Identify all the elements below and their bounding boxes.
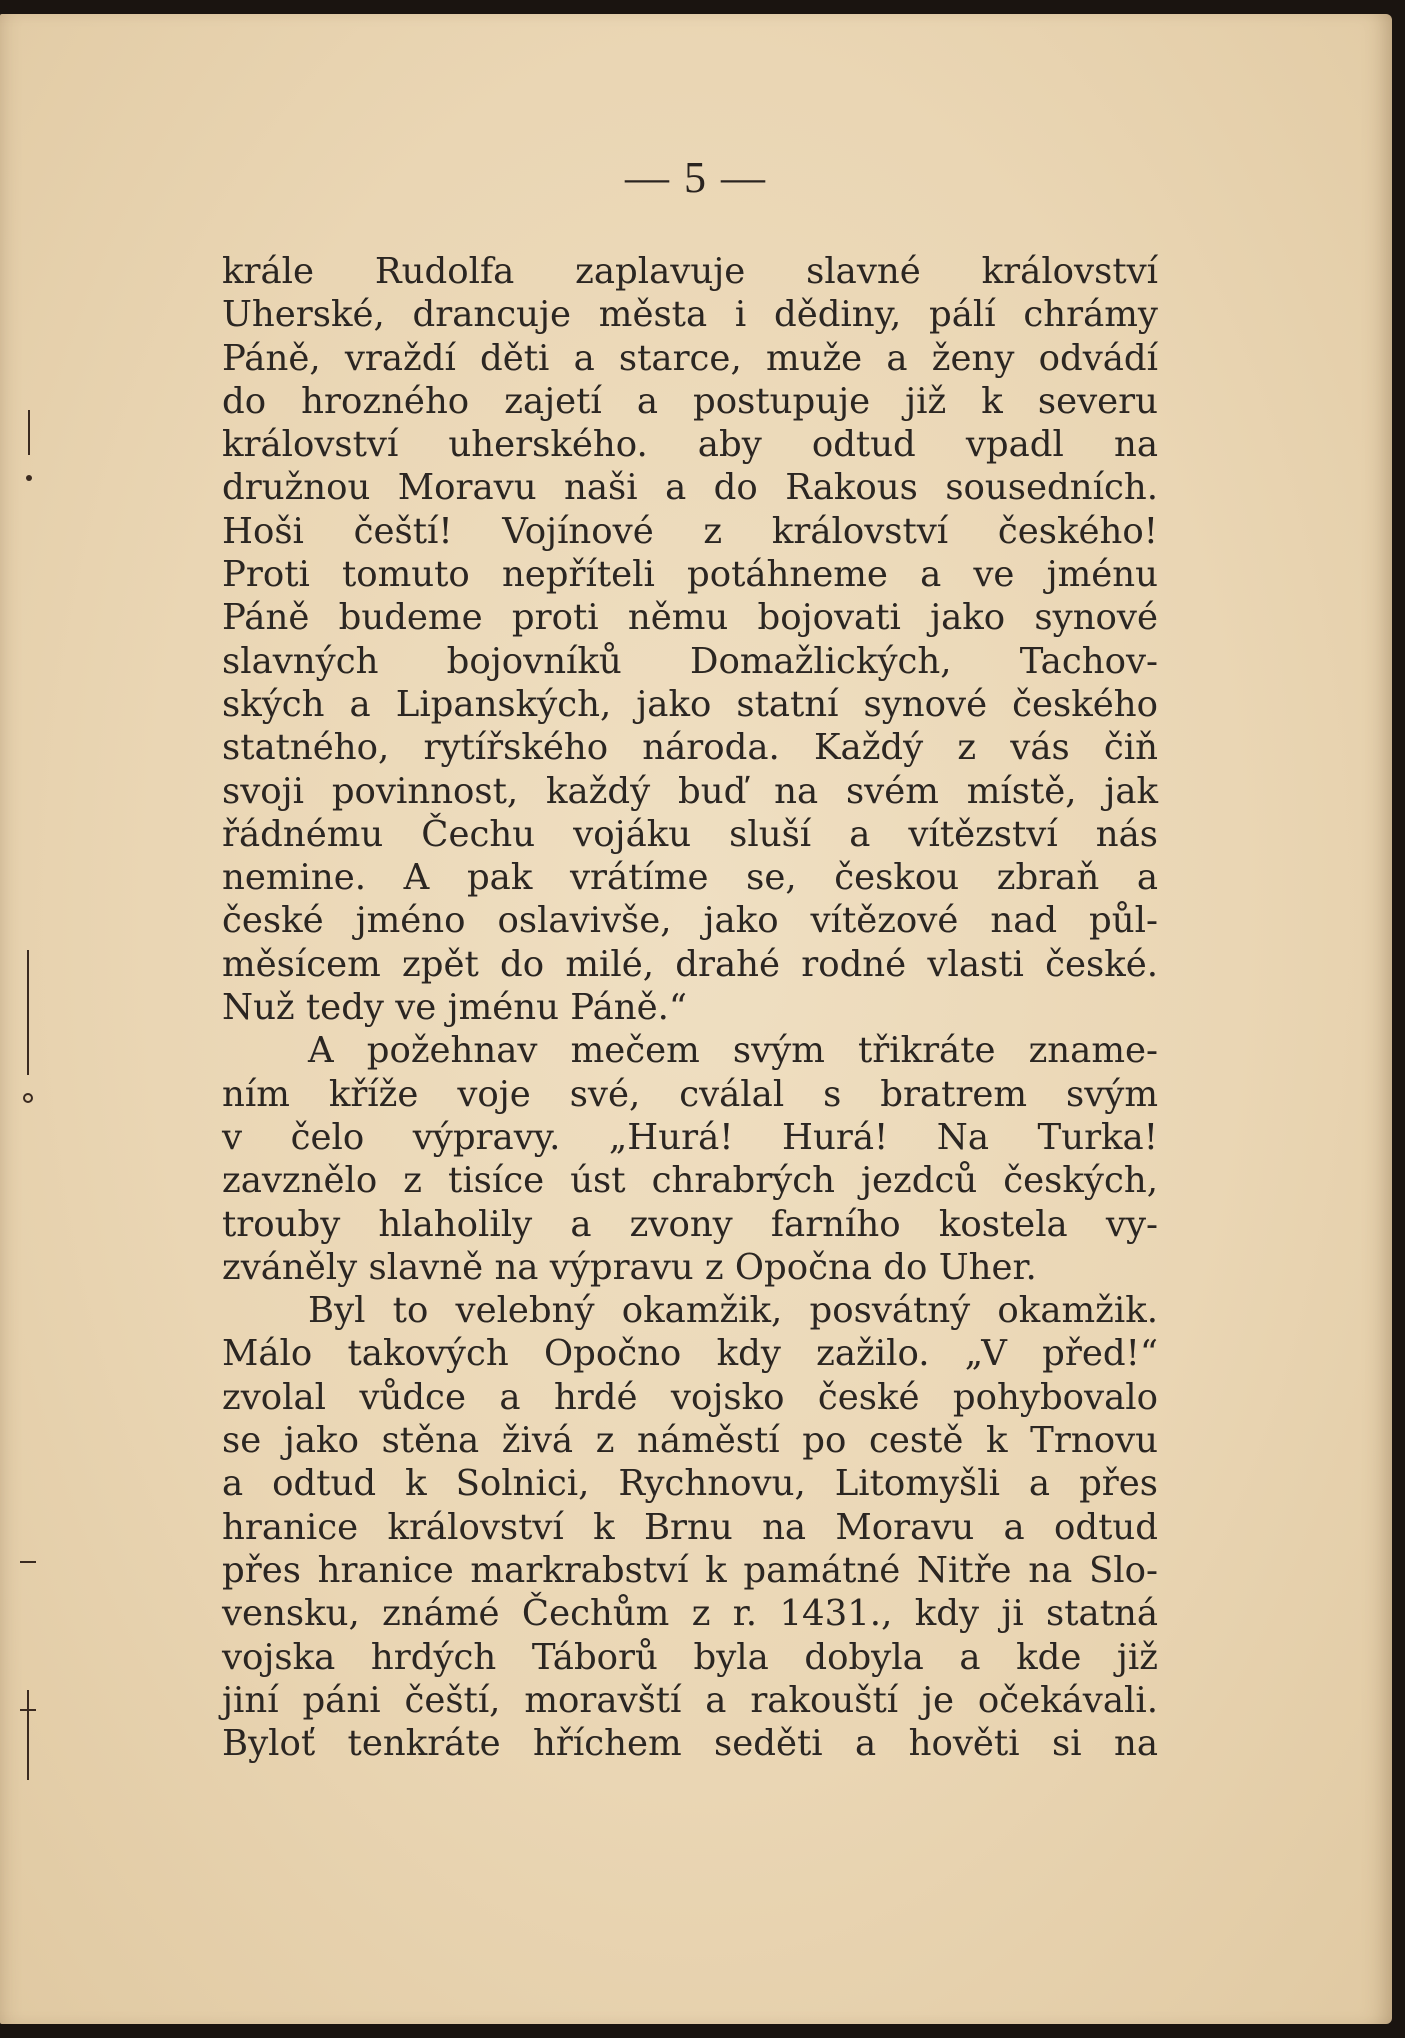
- text-line: zváněly slavně na výpravu z Opočna do Uher.: [222, 1246, 1037, 1288]
- text-line: Uherské, drancuje města i dědiny, pálí chrámy: [222, 294, 1158, 336]
- text-line: se jako stěna živá z náměstí po cestě k Trnovu: [222, 1420, 1158, 1462]
- text-line: Páně budeme proti němu bojovati jako synové: [222, 597, 1158, 639]
- text-line: Byl to velebný okamžik, posvátný okamžik.: [308, 1290, 1158, 1332]
- text-line: řádnému Čechu vojáku sluší a vítězství nás: [222, 813, 1158, 855]
- text-line: do hrozného zajetí a postupuje již k severu: [222, 380, 1158, 422]
- book-page: [0, 14, 1392, 2024]
- text-line: Páně, vraždí děti a starce, muže a ženy odvádí: [222, 337, 1158, 379]
- text-line: zvolal vůdce a hrdé vojsko české pohybovalo: [222, 1376, 1158, 1418]
- margin-dot: [26, 475, 32, 481]
- margin-dot: [24, 1094, 32, 1102]
- text-line: A požehnav mečem svým třikráte zname-: [308, 1030, 1158, 1072]
- text-line: jiní páni čeští, moravští a rakouští je očekávali.: [222, 1679, 1158, 1721]
- text-line: Hoši čeští! Vojínové z království českého!: [222, 510, 1158, 552]
- binding-margin-marks: [0, 0, 60, 2038]
- text-line: Málo takových Opočno kdy zažilo. „V před!“: [222, 1333, 1158, 1375]
- text-line: měsícem zpět do milé, drahé rodné vlasti české.: [222, 943, 1158, 985]
- text-line: družnou Moravu naši a do Rakous sousedních.: [222, 467, 1158, 509]
- text-line: nemine. A pak vrátíme se, českou zbraň a: [222, 857, 1158, 899]
- text-line: statného, rytířského národa. Každý z vás čiň: [222, 727, 1158, 769]
- text-line: svoji povinnost, každý buď na svém místě, jak: [222, 770, 1158, 812]
- text-line: království uherského. aby odtud vpadl na: [222, 424, 1158, 466]
- text-line: české jméno oslavivše, jako vítězové nad půl-: [222, 900, 1158, 942]
- text-line: Nuž tedy ve jménu Páně.“: [222, 987, 688, 1029]
- page-number: — 5 —: [625, 153, 767, 202]
- text-line: slavných bojovníků Domažlických, Tachov-: [222, 640, 1158, 682]
- text-line: ských a Lipanských, jako statní synové českého: [222, 683, 1158, 725]
- text-line: ním kříže voje své, cválal s bratrem svým: [222, 1073, 1158, 1115]
- text-line: a odtud k Solnici, Rychnovu, Litomyšli a přes: [222, 1463, 1158, 1505]
- text-line: v čelo výpravy. „Hurá! Hurá! Na Turka!: [222, 1116, 1158, 1158]
- text-line: krále Rudolfa zaplavuje slavné království: [222, 251, 1158, 292]
- body-text: [222, 250, 1158, 1765]
- text-line: přes hranice markrabství k památné Nitře na Slo-: [222, 1549, 1158, 1591]
- text-line: hranice království k Brnu na Moravu a odtud: [222, 1506, 1158, 1548]
- text-line: vensku, známé Čechům z r. 1431., kdy ji statná: [222, 1593, 1158, 1635]
- text-line: Byloť tenkráte hříchem seděti a hověti si na: [222, 1723, 1158, 1765]
- text-line: trouby hlaholily a zvony farního kostela vy-: [222, 1203, 1158, 1245]
- text-line: zavznělo z tisíce úst chrabrých jezdců českých,: [222, 1160, 1158, 1202]
- text-line: Proti tomuto nepříteli potáhneme a ve jménu: [222, 554, 1158, 596]
- text-line: vojska hrdých Táborů byla dobyla a kde již: [222, 1636, 1158, 1678]
